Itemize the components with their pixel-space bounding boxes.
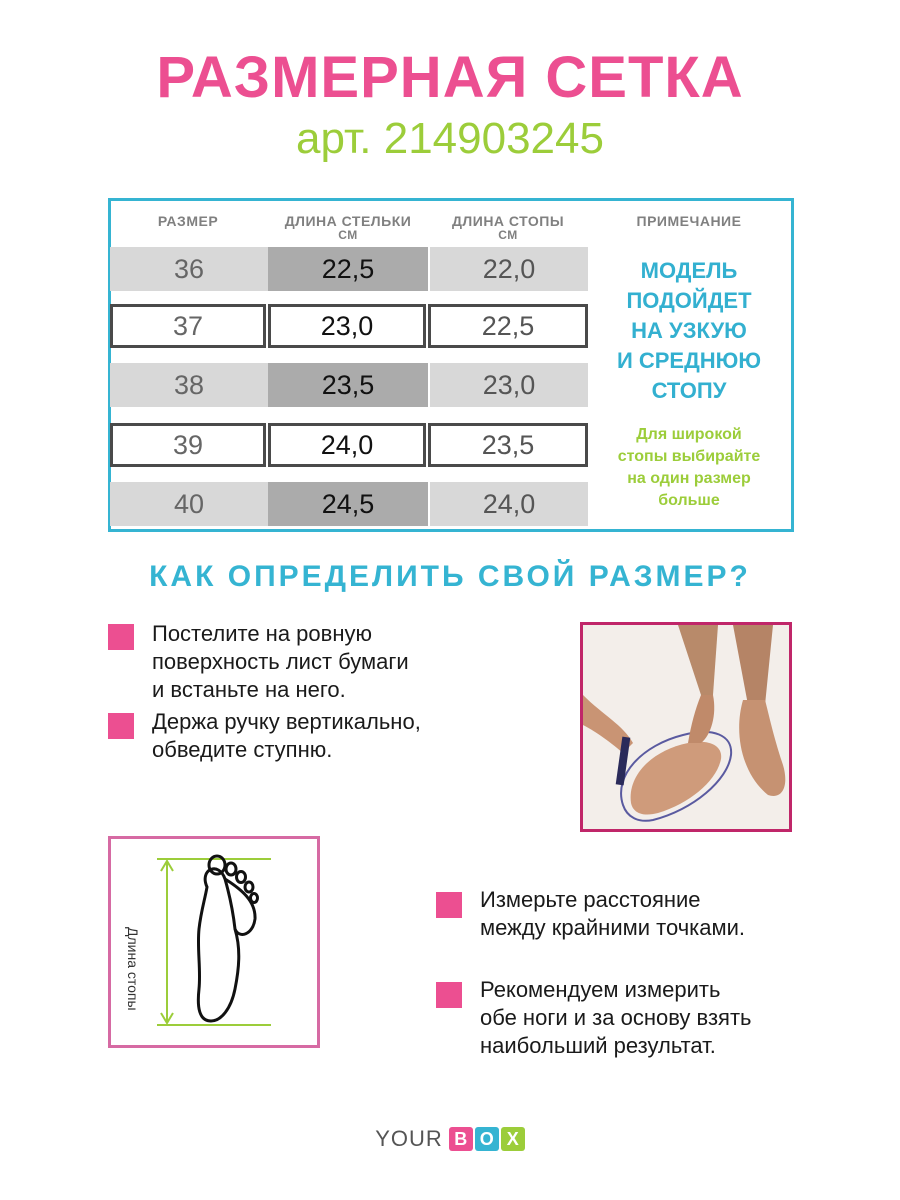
step-line: обе ноги и за основу взять xyxy=(480,1005,752,1030)
column-header-size-label: РАЗМЕР xyxy=(157,213,219,229)
step-line: между крайними точками. xyxy=(480,915,746,940)
column-header-note-label: ПРИМЕЧАНИЕ xyxy=(636,213,742,229)
column-header-size xyxy=(128,214,248,228)
column-header-insole xyxy=(268,214,428,242)
table-cell-insole: 24,5 xyxy=(268,482,428,526)
step-3 xyxy=(480,886,900,942)
column-header-insole-unit: СМ xyxy=(338,228,358,242)
logo-prefix: YOUR xyxy=(375,1126,443,1151)
howto-heading: КАК ОПРЕДЕЛИТЬ СВОЙ РАЗМЕР? xyxy=(149,560,751,593)
column-header-insole-label: ДЛИНА СТЕЛЬКИ xyxy=(284,213,412,229)
table-cell-size: 39 xyxy=(110,423,266,467)
table-cell-foot: 23,5 xyxy=(428,423,588,467)
table-cell-insole: 22,5 xyxy=(268,247,428,291)
logo-letter-o: O xyxy=(475,1127,499,1151)
note-main-line: МОДЕЛЬ xyxy=(640,258,738,283)
step-line: Постелите на ровную xyxy=(152,621,372,646)
foot-length-diagram xyxy=(108,836,320,1048)
note-main-line: НА УЗКУЮ xyxy=(631,318,747,343)
table-cell-foot: 24,0 xyxy=(430,482,588,526)
page-title: РАЗМЕРНАЯ СЕТКА xyxy=(156,45,744,110)
logo-letter-x: X xyxy=(501,1127,525,1151)
note-sub-line: на один размер xyxy=(627,470,751,487)
note-main-line: ПОДОЙДЕТ xyxy=(626,288,752,313)
table-cell-foot: 22,5 xyxy=(428,304,588,348)
table-cell-foot: 22,0 xyxy=(430,247,588,291)
logo-letter-b: B xyxy=(449,1127,473,1151)
note-main xyxy=(596,256,782,406)
column-header-foot xyxy=(428,214,588,242)
step-4 xyxy=(480,976,900,1060)
bullet-square-icon xyxy=(436,982,462,1008)
table-cell-size: 40 xyxy=(110,482,268,526)
table-cell-insole: 23,0 xyxy=(268,304,426,348)
table-cell-foot: 23,0 xyxy=(430,363,588,407)
foot-tracing-illustration xyxy=(583,625,789,829)
bullet-square-icon xyxy=(108,624,134,650)
table-cell-size: 38 xyxy=(110,363,268,407)
foot-tracing-photo xyxy=(580,622,792,832)
step-line: поверхность лист бумаги xyxy=(152,649,409,674)
note-sub-line: Для широкой xyxy=(636,426,742,443)
table-cell-size: 37 xyxy=(110,304,266,348)
column-header-note xyxy=(596,214,782,228)
table-cell-insole: 24,0 xyxy=(268,423,426,467)
foot-length-label: Длина стопы xyxy=(125,927,141,1011)
note-sub xyxy=(596,424,782,512)
note-main-line: СТОПУ xyxy=(651,378,727,403)
step-line: Рекомендуем измерить xyxy=(480,977,721,1002)
column-header-foot-unit: СМ xyxy=(498,228,518,242)
step-line: Измерьте расстояние xyxy=(480,887,701,912)
foot-outline-diagram xyxy=(111,839,317,1045)
table-cell-insole: 23,5 xyxy=(268,363,428,407)
note-main-line: И СРЕДНЮЮ xyxy=(616,348,762,373)
table-cell-size: 36 xyxy=(110,247,268,291)
step-1 xyxy=(152,620,572,704)
note-sub-line: стопы выбирайте xyxy=(617,448,761,465)
bullet-square-icon xyxy=(436,892,462,918)
step-line: наибольший результат. xyxy=(480,1033,716,1058)
step-2 xyxy=(152,708,572,764)
column-header-foot-label: ДЛИНА СТОПЫ xyxy=(451,213,565,229)
note-sub-line: больше xyxy=(658,492,720,509)
brand-logo xyxy=(0,1126,900,1152)
step-line: и встаньте на него. xyxy=(152,677,346,702)
step-line: обведите ступню. xyxy=(152,737,333,762)
step-line: Держа ручку вертикально, xyxy=(152,709,421,734)
bullet-square-icon xyxy=(108,713,134,739)
article-number: арт. 214903245 xyxy=(296,114,604,163)
